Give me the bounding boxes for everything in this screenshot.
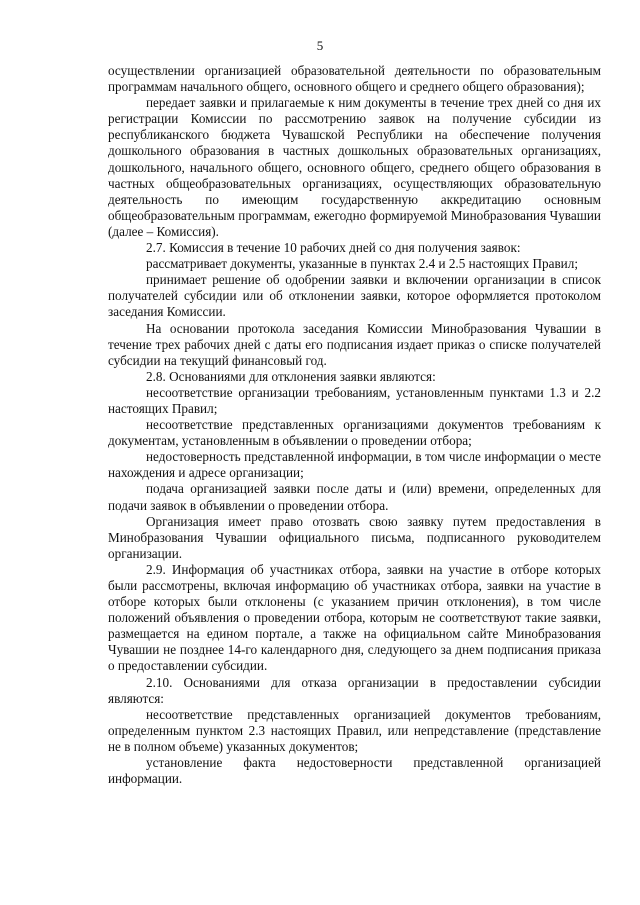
paragraph-5: принимает решение об одобрении заявки и включении организации в список получателей субсидии или об отклонении заявки, которое оформляется протоколом заседания Комиссии.	[108, 272, 601, 320]
paragraph-9: несоответствие представленных организациями документов требованиям к документам, установленным в объявлении о проведении отбора;	[108, 417, 601, 449]
paragraph-16: установление факта недостоверности представленной организацией информации.	[108, 755, 601, 787]
paragraph-6: На основании протокола заседания Комиссии Минобразования Чувашии в течение трех рабочих дней с даты его подписания издает приказ о списке получателей субсидии на текущий финансовый год.	[108, 320, 601, 368]
paragraph-13: 2.9. Информация об участниках отбора, заявки на участие в отборе которых были рассмотрены, включая информацию об участниках отбора, заявки на участие в отборе которых были отклонены (с указанием причин отклонения), в том числе положений объявления о проведении отбора, которым не соответствуют такие заявки, размещается на едином портале, а также на официальном сайте Минобразования Чувашии не позднее 14-го календарного дня, следующего за днем подписания приказа о предоставлении субсидии.	[108, 561, 601, 674]
paragraph-15: несоответствие представленных организацией документов требованиям, определенным пунктом 2.3 настоящих Правил, или непредставление (представление не в полном объеме) указанных документов;	[108, 706, 601, 754]
paragraph-7: 2.8. Основаниями для отклонения заявки являются:	[146, 368, 436, 384]
paragraph-14: 2.10. Основаниями для отказа организации в предоставлении субсидии являются:	[108, 674, 601, 706]
paragraph-10: недостоверность представленной информации, в том числе информации о месте нахождения и адресе организации;	[108, 449, 601, 481]
paragraph-12: Организация имеет право отозвать свою заявку путем предоставления в Минобразования Чувашии официального письма, подписанного руководителем организации.	[108, 513, 601, 561]
document-body	[108, 63, 601, 787]
paragraph-1: осуществлении организацией образовательной деятельности по образовательным программам начального общего, основного общего и среднего общего образования);	[108, 63, 601, 95]
paragraph-2: передает заявки и прилагаемые к ним документы в течение трех дней со дня их регистрации Комиссии по рассмотрению заявок на получение субсидии из республиканского бюджета Чувашской Республики на обеспечение получения дошкольного образования в частных дошкольных образовательных организациях, дошкольного, начального общего, основного общего, среднего общего образования в частных общеобразовательных организациях, осуществляющих образовательную деятельность по имеющим государственную аккредитацию основным общеобразовательным программам, ежегодно формируемой Минобразования Чувашии (далее – Комиссия).	[108, 95, 601, 239]
paragraph-11: подача организацией заявки после даты и (или) времени, определенных для подачи заявок в объявлении о проведении отбора.	[108, 481, 601, 513]
page-number: 5	[316, 38, 324, 53]
paragraph-3: 2.7. Комиссия в течение 10 рабочих дней со дня получения заявок:	[146, 240, 521, 256]
paragraph-4: рассматривает документы, указанные в пунктах 2.4 и 2.5 настоящих Правил;	[146, 256, 578, 272]
paragraph-8: несоответствие организации требованиям, установленным пунктами 1.3 и 2.2 настоящих Правил;	[108, 384, 601, 416]
